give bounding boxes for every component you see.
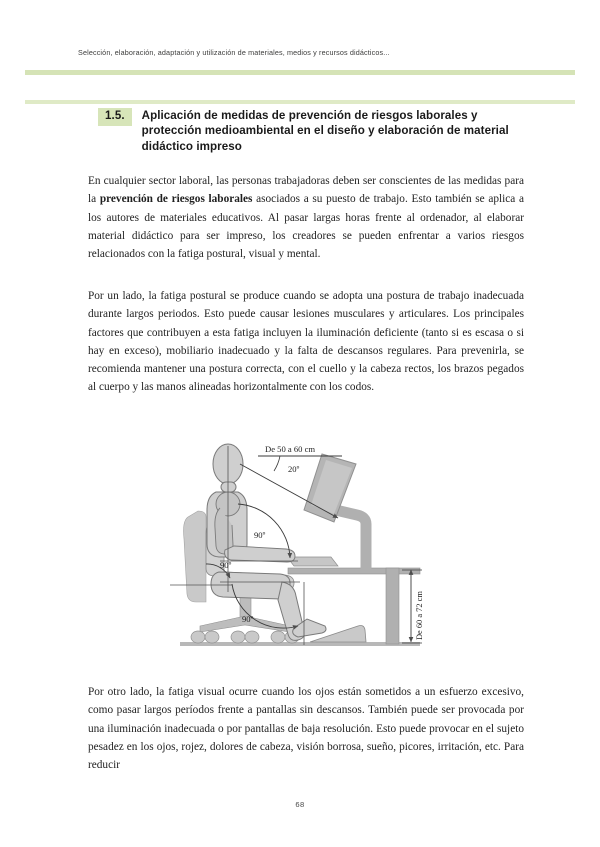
paragraph-1-text-b: asociados a su puesto de trabajo. Esto también se aplica a los autores de materiales educativos. Al pasar largas horas frente al ordenador, al elaborar material didáctico para ser impreso, los creadores se pueden enfrentar a varios riesgos relacionados con la fatiga postural, visual y mental. [88,193,524,261]
figure-thigh [211,572,290,599]
figure-neck [221,482,236,492]
running-head: Selección, elaboración, adaptación y utilización de materiales, medios y recursos didácticos... [78,48,390,57]
desk-top [288,568,420,574]
section-heading [98,108,528,154]
ergonomic-workstation-figure [170,442,430,657]
label-screen-angle: 20º [288,464,300,474]
page-folio: 68 [295,800,305,809]
label-screen-distance: De 50 a 60 cm [265,444,316,454]
label-elbow-angle: 90º [254,530,266,540]
header-rule-top [25,70,575,75]
desk-leg [386,568,399,644]
section-title: Aplicación de medidas de prevención de riesgos laborales y protección medioambiental en el diseño y elaboración de material didáctico impreso [141,109,509,153]
chair-backrest-rear [184,511,207,602]
paragraph-3-container [88,683,524,774]
paragraph-1-emphasis: prevención de riesgos laborales [99,193,253,206]
paragraph-1 [88,172,524,263]
label-hip-angle: 90º [220,560,232,570]
floor-line [180,642,420,646]
view-angle-arc [274,456,280,471]
paragraph-3: Por otro lado, la fatiga visual ocurre cuando los ojos están sometidos a un esfuerzo excesivo, como pasar largos períodos frente a pantallas sin descansos. También puede ser provocada por una iluminación inadecuada o por pantallas de baja resolución. Esto puede provocar en el sujeto pesadez en los ojos, rojez, dolores de cabeza, visión borrosa, sueño, picores, irritación, etc. Para reducir [88,686,524,772]
paragraph-2-container [88,287,524,397]
paragraph-1-text-a: En cualquier sector laboral, las personas trabajadoras deben ser conscientes de las medidas para la [88,175,524,206]
figure-forearm [225,546,295,562]
label-knee-angle: 90º [242,614,254,624]
header-rule-second [25,100,575,104]
label-desk-height: De 60 a 72 cm [415,591,424,640]
paragraph-1-container [88,172,524,263]
paragraph-2: Por un lado, la fatiga postural se produce cuando se adopta una postura de trabajo inadecuada durante largos periodos. Esto puede causar lesiones musculares y articulares. Los principales factores que contribuyen a esta fatiga incluyen la iluminación deficiente (tanto si es escasa o si hay en exceso), mobiliario inadecuado y la falta de descansos regulares. Para prevenirla, se recomienda mantener una postura correcta, con el cuello y la cabeza rectos, los brazos pegados al cuerpo y las manos alineadas horizontalmente con los codos. [88,290,524,394]
section-number-badge: 1.5. [98,108,132,126]
chair-casters [191,631,299,643]
